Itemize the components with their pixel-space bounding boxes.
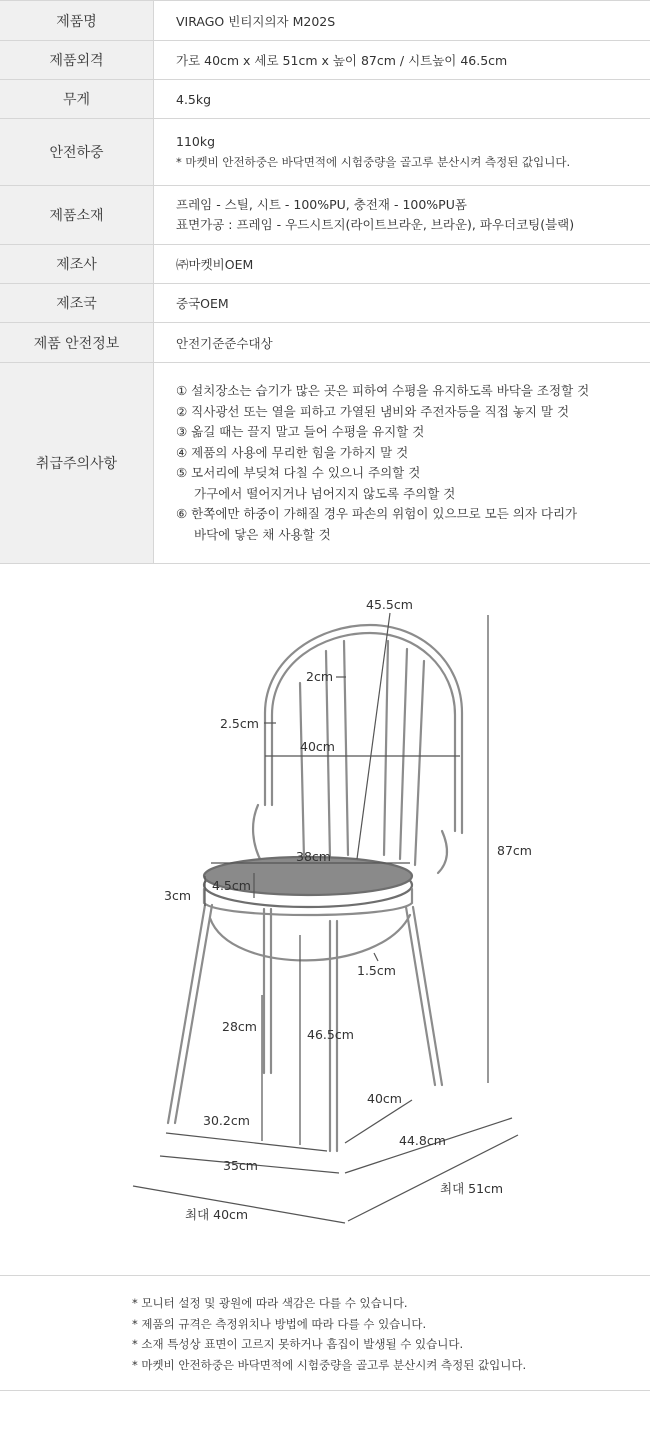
spec-value: VIRAGO 빈티지의자 M202S	[154, 1, 650, 41]
notice-item: * 소재 특성상 표면이 고르지 못하거나 흠집이 발생될 수 있습니다.	[132, 1337, 464, 1351]
label-front-width: 35cm	[223, 1158, 258, 1173]
safe-load-value: 110kg	[176, 134, 216, 149]
notice-item: * 제품의 규격은 측정위치나 방법에 따라 다를 수 있습니다.	[132, 1316, 427, 1331]
spec-row-dimensions	[0, 41, 650, 80]
label-side-depth: 40cm	[367, 1091, 402, 1106]
notice-item: * 모니터 설정 및 광원에 따라 색감은 다를 수 있습니다.	[132, 1296, 408, 1310]
label-seat-height: 46.5cm	[307, 1027, 354, 1042]
care-item: ② 직사광선 또는 열을 피하고 가열된 냄비와 주전자등을 직접 놓지 말 것	[176, 403, 570, 419]
label-max-width: 최대 40cm	[185, 1207, 249, 1222]
notice-list	[132, 1293, 526, 1375]
label-spindle-width: 2cm	[306, 669, 334, 684]
spec-row-care	[0, 363, 650, 564]
spec-value: 중국OEM	[154, 284, 650, 323]
spec-value: 4.5kg	[154, 80, 650, 119]
spec-table	[0, 0, 650, 564]
label-seat-thickness: 4.5cm	[212, 878, 251, 893]
label-front-leg-span: 30.2cm	[203, 1113, 250, 1128]
care-item: ① 설치장소는 습기가 많은 곳은 피하여 수평을 유지하도록 바닥을 조정할 것	[176, 383, 590, 398]
spec-label: 제품 안전정보	[0, 323, 154, 363]
spec-label: 제품명	[0, 1, 154, 41]
label-max-depth: 최대 51cm	[440, 1181, 504, 1196]
spec-label: 제품소재	[0, 186, 154, 245]
spec-value: ㈜마켓비OEM	[154, 245, 650, 284]
dimension-lines	[133, 613, 518, 1223]
label-seat-diameter: 38cm	[296, 849, 331, 864]
notice-item: * 마켓비 안전하중은 바닥면적에 시험중량을 골고루 분산시켜 측정된 값입니다.	[132, 1357, 527, 1372]
spec-row-origin	[0, 284, 650, 323]
care-item: 바닥에 닿은 채 사용할 것	[194, 526, 331, 542]
spec-row-material	[0, 186, 650, 245]
spec-value: 가로 40cm x 세로 51cm x 높이 87cm / 시트높이 46.5cm	[154, 41, 650, 80]
label-frame-width: 2.5cm	[220, 716, 259, 731]
spec-label: 안전하중	[0, 119, 154, 186]
label-back-height: 45.5cm	[366, 597, 413, 612]
spec-row-manufacturer	[0, 245, 650, 284]
care-item: 가구에서 떨어지거나 넘어지지 않도록 주의할 것	[194, 485, 456, 501]
spec-label: 무게	[0, 80, 154, 119]
spec-value	[154, 119, 650, 186]
chair-drawing	[0, 563, 650, 1275]
material-line-2: 표면가공 : 프레임 - 우드시트지(라이트브라운, 브라운), 파우더코팅(블랙)	[176, 217, 575, 232]
spec-label: 제조국	[0, 284, 154, 323]
label-total-height: 87cm	[497, 843, 532, 858]
care-item: ⑥ 한쪽에만 하중이 가해질 경우 파손의 위험이 있으므로 모든 의자 다리가	[176, 506, 578, 521]
spec-label: 제품외격	[0, 41, 154, 80]
spec-value: 안전기준준수대상	[154, 323, 650, 363]
label-ring-width: 1.5cm	[357, 963, 396, 978]
label-rim-height: 3cm	[164, 888, 192, 903]
label-depth: 44.8cm	[399, 1133, 446, 1148]
spec-label: 취급주의사항	[0, 363, 154, 564]
care-item: ③ 옮길 때는 끌지 말고 들어 수평을 유지할 것	[176, 424, 425, 439]
spec-row-safe-load	[0, 119, 650, 186]
chair-dimension-diagram	[0, 563, 650, 1275]
care-item: ⑤ 모서리에 부딪쳐 다칠 수 있으니 주의할 것	[176, 465, 421, 480]
label-back-width: 40cm	[300, 739, 335, 754]
safe-load-note: * 마켓비 안전하중은 바닥면적에 시험중량을 골고루 분산시켜 측정된 값입니다.	[176, 155, 571, 169]
notice-box	[0, 1275, 650, 1391]
label-leg-height: 28cm	[222, 1019, 257, 1034]
spec-row-weight	[0, 80, 650, 119]
spec-row-safety-info	[0, 323, 650, 363]
care-item: ④ 제품의 사용에 무리한 힘을 가하지 말 것	[176, 444, 409, 460]
care-list	[154, 363, 650, 564]
spec-label: 제조사	[0, 245, 154, 284]
material-line-1: 프레임 - 스틸, 시트 - 100%PU, 충전재 - 100%PU폼	[176, 197, 467, 212]
spec-row-product-name	[0, 1, 650, 41]
spec-value	[154, 186, 650, 245]
